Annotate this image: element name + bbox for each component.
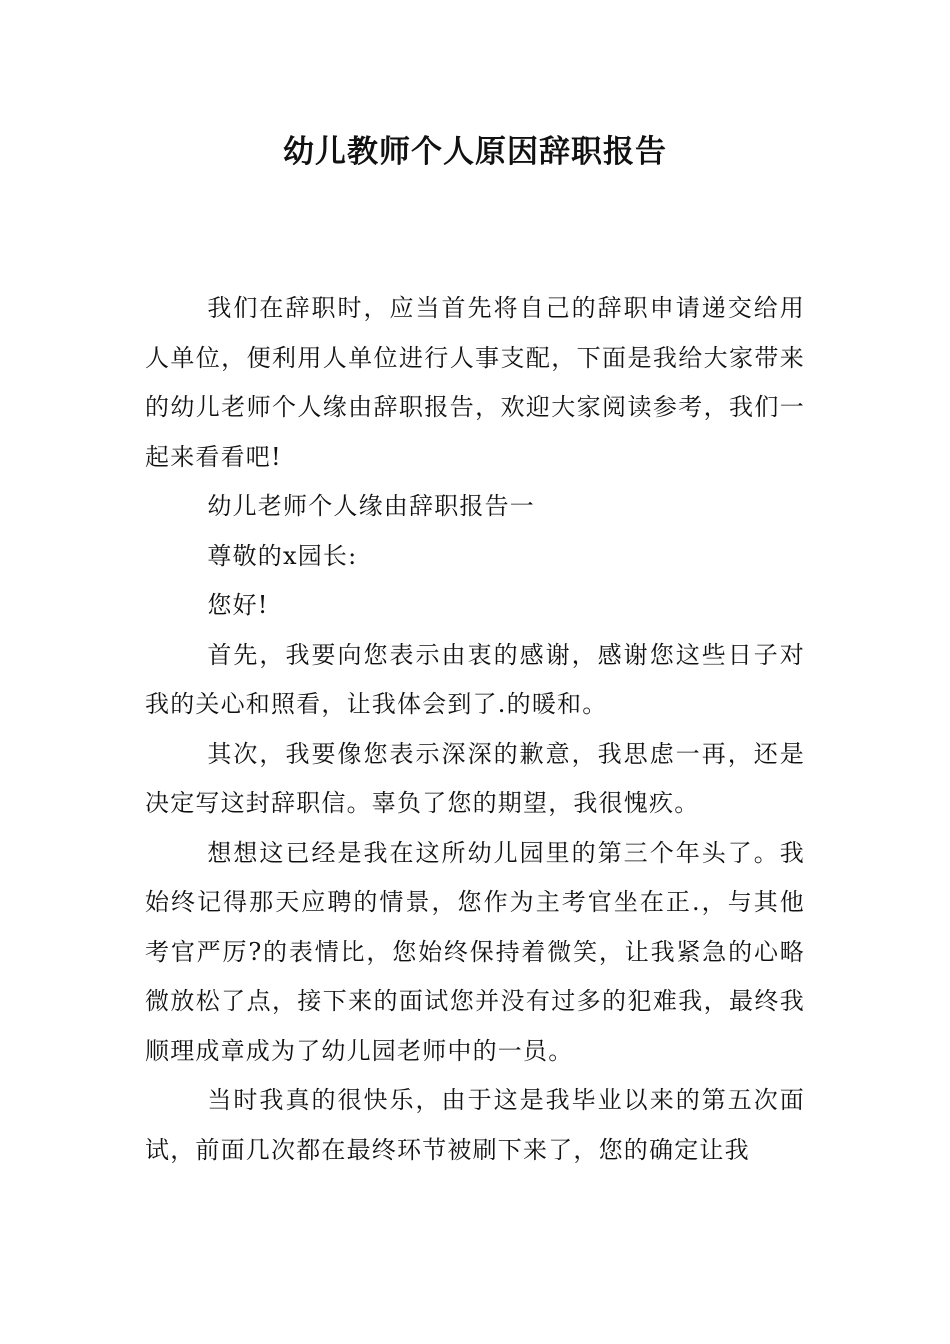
- paragraph-happiness: 当时我真的很快乐，由于这是我毕业以来的第五次面试，前面几次都在最终环节被刷下来了，您的确定让我: [145, 1086, 805, 1164]
- document-body: [145, 284, 805, 1175]
- document-title: 幼儿教师个人原因辞职报告: [283, 134, 667, 170]
- paragraph-salutation: 尊敬的x园长:: [207, 541, 358, 570]
- paragraph-apology: 其次，我要像您表示深深的歉意，我思虑一再，还是决定写这封辞职信。辜负了您的期望，我很愧疚。: [145, 739, 805, 817]
- paragraph-greeting: 您好!: [207, 591, 269, 619]
- paragraph-section-heading: 幼儿老师个人缘由辞职报告一: [207, 492, 535, 520]
- paragraph-intro: 我们在辞职时，应当首先将自己的辞职申请递交给用人单位，便利用人单位进行人事支配，下面是我给大家带来的幼儿老师个人缘由辞职报告，欢迎大家阅读参考，我们一起来看看吧!: [145, 294, 805, 471]
- paragraph-memory: 想想这已经是我在这所幼儿园里的第三个年头了。我始终记得那天应聘的情景，您作为主考官坐在正.，与其他考官严厉?的表情比，您始终保持着微笑，让我紧急的心略微放松了点，接下来的面试您并没有过多的犯难我，最终我顺理成章成为了幼儿园老师中的一员。: [145, 838, 805, 1065]
- paragraph-thanks: 首先，我要向您表示由衷的感谢，感谢您这些日子对我的关心和照看，让我体会到了.的暖和。: [145, 640, 805, 718]
